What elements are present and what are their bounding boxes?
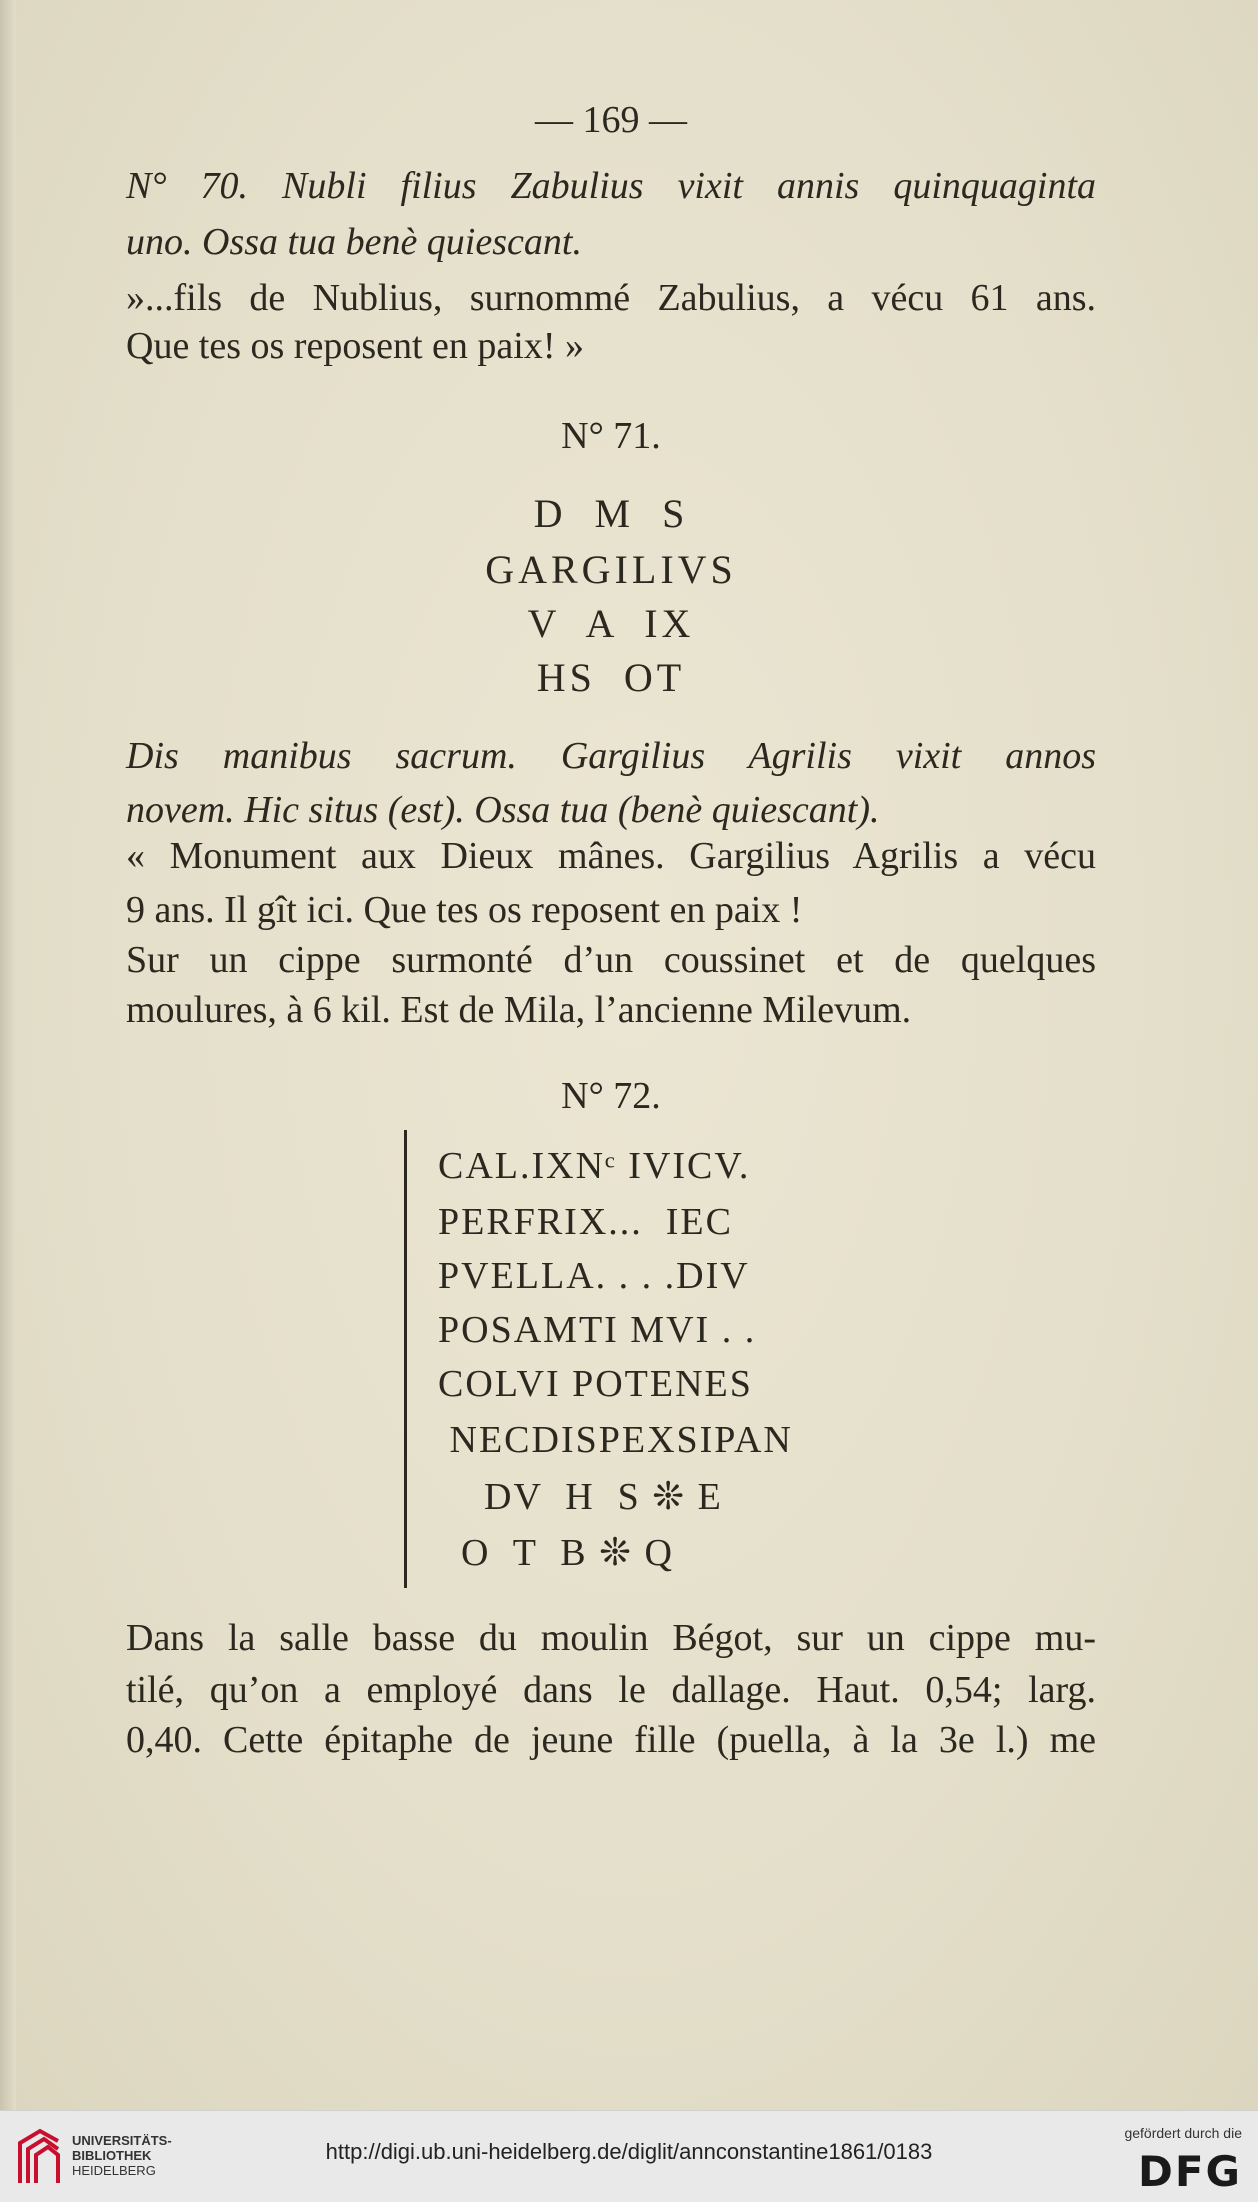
entry71-number: N° 71.: [561, 415, 661, 457]
entry72-number: N° 72.: [561, 1075, 661, 1117]
entry71-french-line1: « Monument aux Dieux mânes. Gargilius Agrilis a vécu: [126, 835, 1096, 877]
page-number: — 169 —: [535, 99, 687, 141]
funded-by-label: gefördert durch die: [1124, 2125, 1242, 2141]
entry72-inscription-line2: PERFRIX... IEC: [438, 1201, 733, 1243]
entry70-latin-line1: N° 70. Nubli filius Zabulius vixit annis quinquaginta: [126, 165, 1096, 207]
inscription-border-line: [404, 1130, 407, 1588]
entry71-inscription-line3: V A IX: [527, 601, 695, 646]
entry72-inscription-line1: CAL.IXNᶜ IVICV.: [438, 1145, 751, 1187]
entry70-french-line2: Que tes os reposent en paix! »: [126, 325, 584, 367]
entry71-inscription-line1: D M S: [533, 491, 689, 536]
document-url-link[interactable]: http://digi.ub.uni-heidelberg.de/diglit/annconstantine1861/0183: [325, 2139, 933, 2164]
viewer-footer: [0, 2110, 1258, 2202]
entry72-inscription-line4: POSAMTI MVI . .: [438, 1309, 757, 1351]
entry71-french-line2: 9 ans. Il gît ici. Que tes os reposent en paix !: [126, 889, 803, 931]
dfg-logo: DFG: [1137, 2147, 1242, 2196]
entry72-inscription-line7: DV H S ❊ E: [438, 1476, 723, 1518]
entry71-latin-line2: novem. Hic situs (est). Ossa tua (benè quiescant).: [126, 789, 880, 831]
entry71-desc-line2: moulures, à 6 kil. Est de Mila, l’ancienne Milevum.: [126, 989, 912, 1031]
entry72-inscription-line3: PVELLA. . . .DIV: [438, 1255, 750, 1297]
entry72-desc-line2: tilé, qu’on a employé dans le dallage. Haut. 0,54; larg.: [126, 1669, 1096, 1711]
library-name-line3: HEIDELBERG: [72, 2163, 156, 2178]
entry72-inscription-line8: O T B ❊ Q: [438, 1532, 674, 1574]
entry71-inscription-line4: HS OT: [536, 655, 686, 700]
entry71-inscription-line2: GARGILIVS: [485, 547, 737, 592]
entry71-latin-line1: Dis manibus sacrum. Gargilius Agrilis vixit annos: [126, 735, 1096, 777]
library-name-line1: UNIVERSITÄTS-: [72, 2133, 172, 2148]
entry70-french-line1: »...fils de Nublius, surnommé Zabulius, a vécu 61 ans.: [126, 277, 1096, 319]
entry72-desc-line1: Dans la salle basse du moulin Bégot, sur un cippe mu-: [126, 1617, 1096, 1659]
entry72-desc-line3: 0,40. Cette épitaphe de jeune fille (puella, à la 3e l.) me: [126, 1719, 1096, 1761]
entry72-inscription-line6: NECDISPEXSIPAN: [438, 1419, 793, 1461]
page-edge-shadow: [0, 0, 16, 2110]
entry71-desc-line1: Sur un cippe surmonté d’un coussinet et de quelques: [126, 939, 1096, 981]
entry72-inscription-line5: COLVI POTENES: [438, 1363, 753, 1405]
library-name-line2: BIBLIOTHEK: [72, 2148, 152, 2163]
entry70-latin-line2: uno. Ossa tua benè quiescant.: [126, 221, 582, 263]
